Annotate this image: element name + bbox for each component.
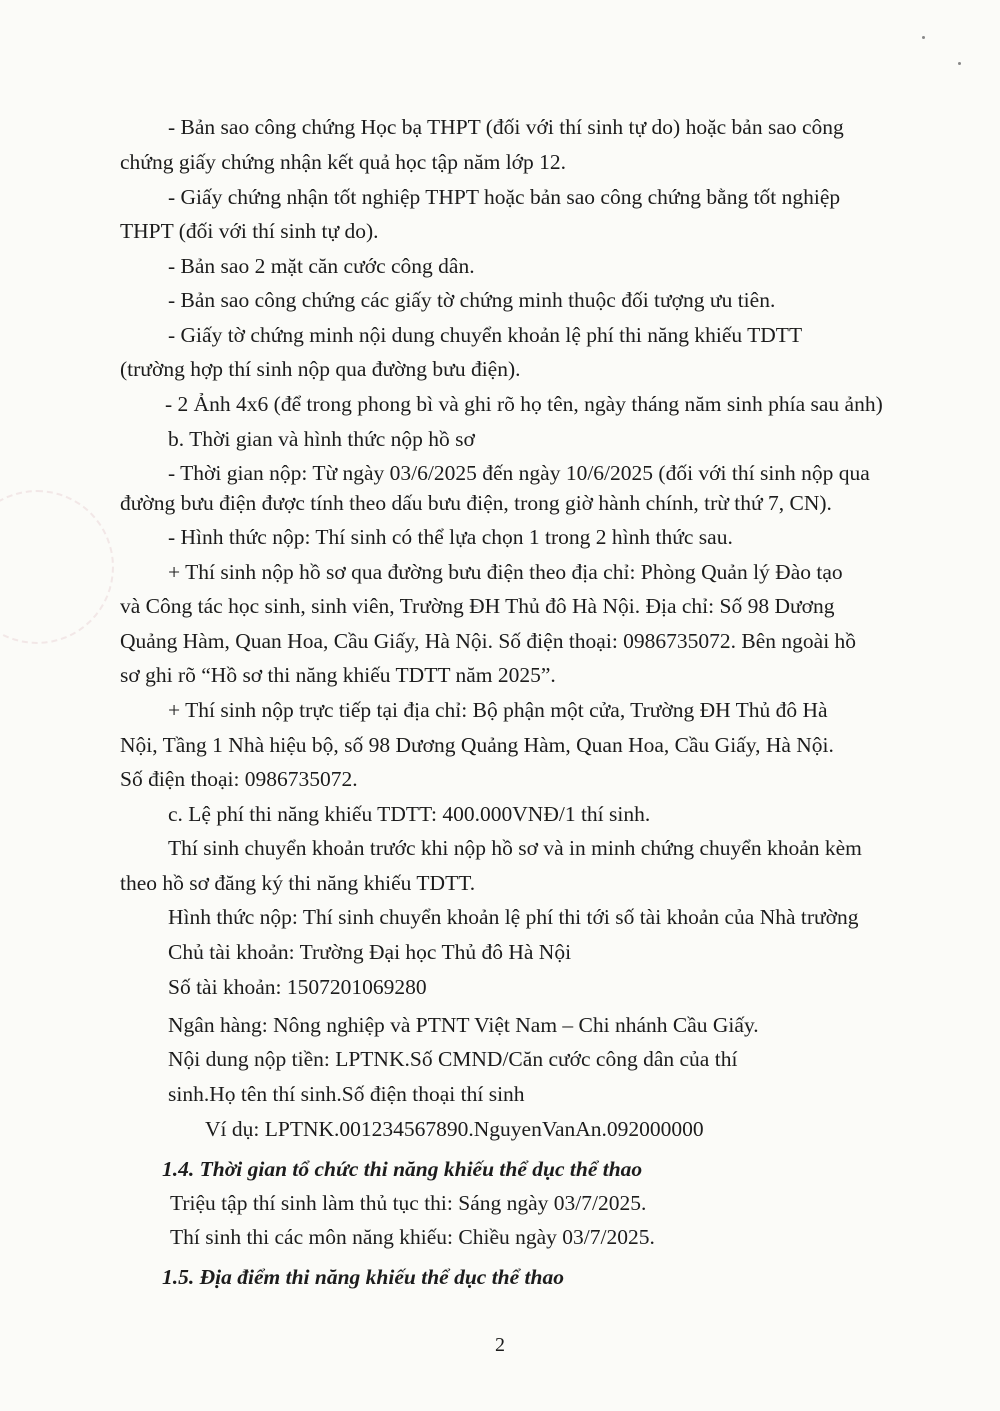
text-line: Số điện thoại: 0986735072. [120, 767, 358, 791]
text-line: - Thời gian nộp: Từ ngày 03/6/2025 đến ngày 10/6/2025 (đối với thí sinh nộp qua [168, 461, 870, 485]
text-line: Hình thức nộp: Thí sinh chuyển khoản lệ phí thi tới số tài khoản của Nhà trường [168, 905, 859, 929]
text-line: - Bản sao công chứng Học bạ THPT (đối với thí sinh tự do) hoặc bản sao công [168, 115, 844, 139]
text-line: c. Lệ phí thi năng khiếu TDTT: 400.000VNĐ/1 thí sinh. [168, 802, 651, 826]
stamp-shadow [0, 490, 114, 644]
section-heading: 1.5. Địa điểm thi năng khiếu thể dục thể thao [162, 1265, 564, 1289]
text-line: - Bản sao công chứng các giấy tờ chứng minh thuộc đối tượng ưu tiên. [168, 288, 776, 312]
text-line: b. Thời gian và hình thức nộp hồ sơ [168, 427, 475, 451]
text-line: theo hồ sơ đăng ký thi năng khiếu TDTT. [120, 871, 476, 895]
section-heading: 1.4. Thời gian tổ chức thi năng khiếu thể dục thể thao [162, 1157, 643, 1181]
text-line: đường bưu điện được tính theo dấu bưu điện, trong giờ hành chính, trừ thứ 7, CN). [120, 491, 832, 515]
text-line: Thí sinh chuyển khoản trước khi nộp hồ sơ và in minh chứng chuyển khoản kèm [168, 836, 862, 860]
text-line: + Thí sinh nộp hồ sơ qua đường bưu điện theo địa chỉ: Phòng Quản lý Đào tạo [168, 560, 843, 584]
text-line: và Công tác học sinh, sinh viên, Trường ĐH Thủ đô Hà Nội. Địa chỉ: Số 98 Dương [120, 594, 835, 618]
text-line: Ngân hàng: Nông nghiệp và PTNT Việt Nam – Chi nhánh Cầu Giấy. [168, 1013, 759, 1037]
text-line: chứng giấy chứng nhận kết quả học tập năm lớp 12. [120, 150, 567, 174]
scan-speck [922, 36, 925, 39]
text-line: - 2 Ảnh 4x6 (để trong phong bì và ghi rõ họ tên, ngày tháng năm sinh phía sau ảnh) [165, 392, 883, 416]
text-line: - Bản sao 2 mặt căn cước công dân. [168, 254, 475, 278]
text-line: Thí sinh thi các môn năng khiếu: Chiều ngày 03/7/2025. [170, 1225, 655, 1249]
text-line: Nội, Tầng 1 Nhà hiệu bộ, số 98 Dương Quảng Hàm, Quan Hoa, Cầu Giấy, Hà Nội. [120, 733, 834, 757]
scan-speck [958, 62, 961, 65]
text-line: - Giấy tờ chứng minh nội dung chuyển khoản lệ phí thi năng khiếu TDTT [168, 323, 803, 347]
text-line: Ví dụ: LPTNK.001234567890.NguyenVanAn.092000000 [205, 1117, 704, 1141]
text-line: + Thí sinh nộp trực tiếp tại địa chỉ: Bộ phận một cửa, Trường ĐH Thủ đô Hà [168, 698, 828, 722]
text-line: Chủ tài khoản: Trường Đại học Thủ đô Hà Nội [168, 940, 572, 964]
text-line: - Giấy chứng nhận tốt nghiệp THPT hoặc bản sao công chứng bằng tốt nghiệp [168, 185, 841, 209]
text-line: Nội dung nộp tiền: LPTNK.Số CMND/Căn cước công dân của thí [168, 1047, 738, 1071]
text-line: (trường hợp thí sinh nộp qua đường bưu điện). [120, 357, 521, 381]
text-line: THPT (đối với thí sinh tự do). [120, 219, 379, 243]
page-number: 2 [495, 1334, 505, 1356]
text-line: Quảng Hàm, Quan Hoa, Cầu Giấy, Hà Nội. Số điện thoại: 0986735072. Bên ngoài hồ [120, 629, 857, 653]
text-line: sơ ghi rõ “Hồ sơ thi năng khiếu TDTT năm 2025”. [120, 663, 556, 687]
text-line: Triệu tập thí sinh làm thủ tục thi: Sáng ngày 03/7/2025. [170, 1191, 647, 1215]
text-line: sinh.Họ tên thí sinh.Số điện thoại thí sinh [168, 1082, 525, 1106]
text-line: Số tài khoản: 1507201069280 [168, 975, 427, 999]
text-line: - Hình thức nộp: Thí sinh có thể lựa chọn 1 trong 2 hình thức sau. [168, 525, 733, 549]
